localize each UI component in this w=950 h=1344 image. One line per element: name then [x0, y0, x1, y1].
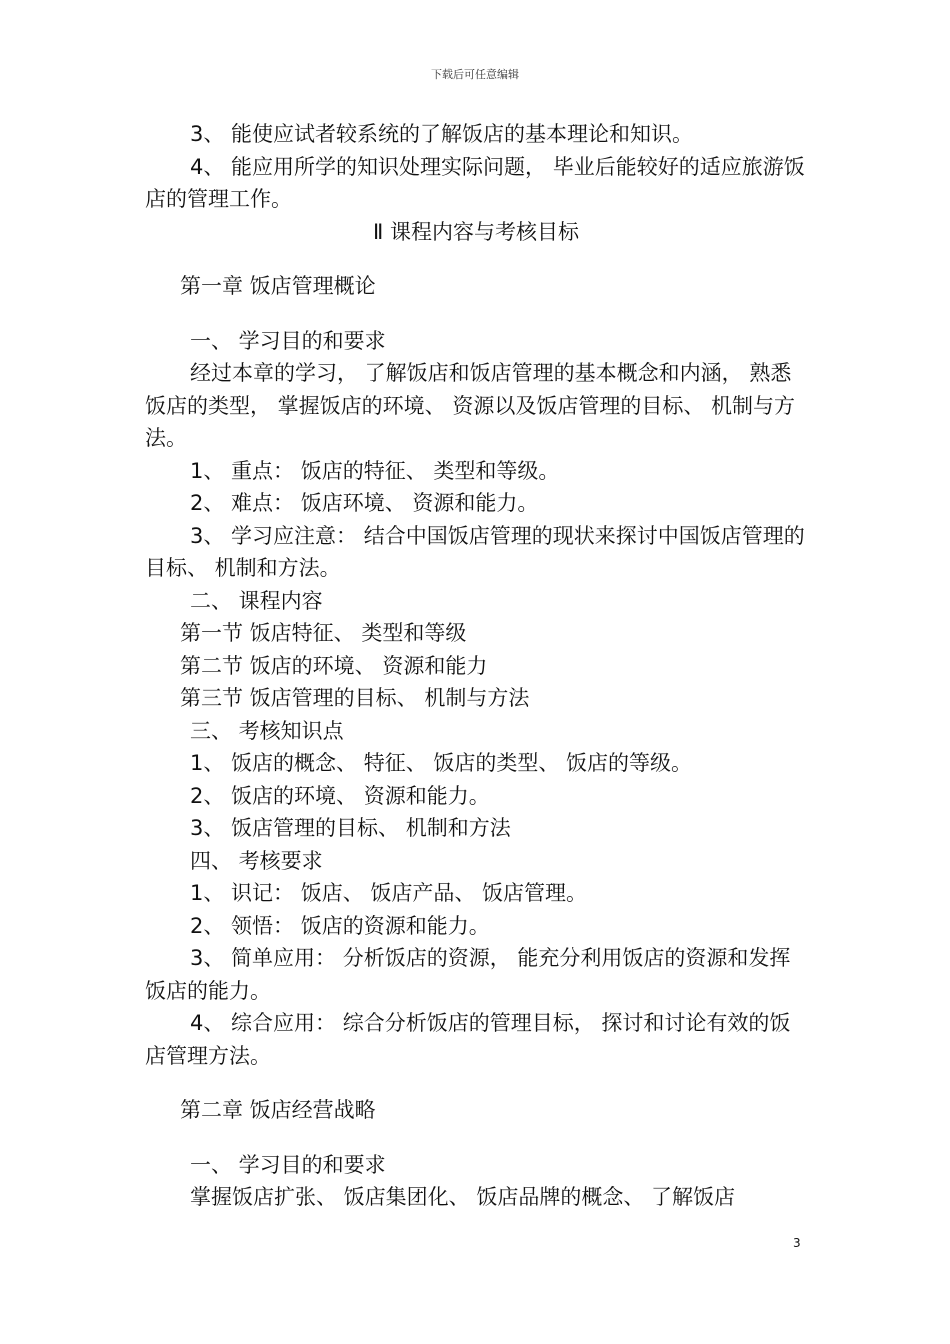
document-body — [145, 118, 807, 1214]
text-line: 1、 重点： 饭店的特征、 类型和等级。 — [190, 458, 560, 483]
text-line: 4、 综合应用： 综合分析饭店的管理目标， 探讨和讨论有效的饭店管理方法。 — [145, 1011, 791, 1068]
text-line: 经过本章的学习， 了解饭店和饭店管理的基本概念和内涵， 熟悉饭店的类型， 掌握饭店的环境、 资源以及饭店管理的目标、 机制与方法。 — [145, 361, 796, 450]
text-line: 三、 考核知识点 — [190, 718, 344, 743]
text-line: 一、 学习目的和要求 — [190, 328, 386, 353]
text-line: 第三节 饭店管理的目标、 机制与方法 — [180, 686, 530, 710]
text-line: 4、 能应用所学的知识处理实际问题， 毕业后能较好的适应旅游饭店的管理工作。 — [145, 154, 805, 211]
page-header: 下载后可任意编辑 — [431, 68, 519, 81]
text-line: 3、 学习应注意： 结合中国饭店管理的现状来探讨中国饭店管理的目标、 机制和方法。 — [145, 523, 805, 580]
text-line: Ⅱ 课程内容与考核目标 — [372, 219, 579, 244]
text-line: 3、 能使应试者较系统的了解饭店的基本理论和知识。 — [190, 122, 694, 146]
text-line: 3、 简单应用： 分析饭店的资源， 能充分利用饭店的资源和发挥饭店的能力。 — [145, 946, 791, 1003]
text-line: 第一节 饭店特征、 类型和等级 — [180, 621, 467, 645]
text-line: 第一章 饭店管理概论 — [180, 274, 376, 298]
blank-line — [145, 303, 807, 325]
text-line: 第二节 饭店的环境、 资源和能力 — [180, 653, 488, 678]
text-line: 1、 饭店的概念、 特征、 饭店的类型、 饭店的等级。 — [190, 751, 693, 775]
text-line: 1、 识记： 饭店、 饭店产品、 饭店管理。 — [190, 881, 588, 905]
blank-line — [145, 248, 807, 270]
text-line: 2、 领悟： 饭店的资源和能力。 — [190, 913, 490, 938]
blank-line — [145, 1127, 807, 1149]
page-number: 3 — [793, 1236, 801, 1250]
text-line: 掌握饭店扩张、 饭店集团化、 饭店品牌的概念、 了解饭店 — [190, 1185, 736, 1209]
text-line: 一、 学习目的和要求 — [190, 1152, 386, 1177]
text-line: 2、 饭店的环境、 资源和能力。 — [190, 783, 490, 808]
text-line: 2、 难点： 饭店环境、 资源和能力。 — [190, 491, 539, 515]
text-line: 3、 饭店管理的目标、 机制和方法 — [190, 816, 511, 840]
text-line: 四、 考核要求 — [190, 848, 323, 873]
text-line: 第二章 饭店经营战略 — [180, 1098, 376, 1122]
text-line: 二、 课程内容 — [190, 588, 323, 613]
blank-line — [145, 1072, 807, 1094]
